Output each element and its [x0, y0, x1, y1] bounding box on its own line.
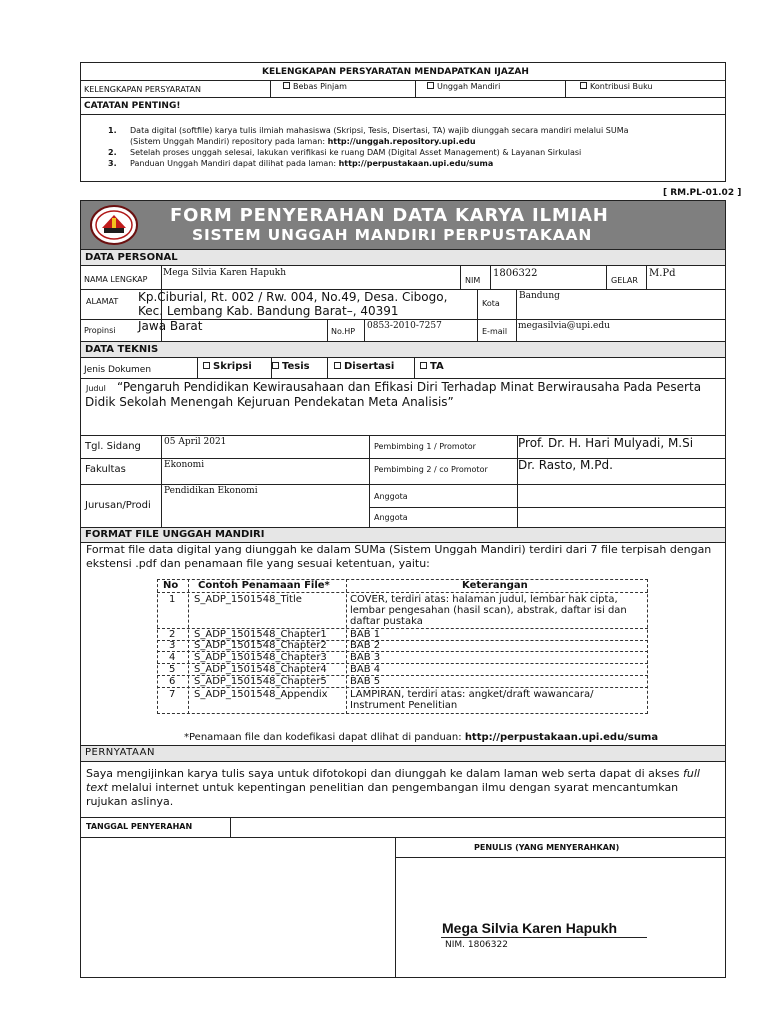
table-header-no: No — [163, 580, 179, 591]
address-label: ALAMAT — [86, 297, 119, 306]
table-row-1-file: S_ADP_1501548_Title — [194, 594, 302, 605]
table-row-7-file: S_ADP_1501548_Appendix — [194, 689, 328, 700]
gelar-value[interactable]: M.Pd — [649, 268, 676, 279]
note-2-line1: Setelah proses unggah selesai, lakukan verifikasi ke ruang DAM (Digital Asset Management) & Layanan Sirkulasi — [130, 148, 582, 157]
note-3-line1: Panduan Unggah Mandiri dapat dilihat pada laman: http://perpustakaan.upi.edu/suma — [130, 159, 494, 168]
name-label: NAMA LENGKAP — [84, 275, 148, 284]
table-row-2-no: 2 — [169, 629, 176, 640]
email-label: E-mail — [482, 327, 508, 336]
pembimbing2-label: Pembimbing 2 / co Promotor — [374, 465, 488, 474]
gelar-label: GELAR — [611, 276, 638, 285]
table-row-3-no: 3 — [169, 640, 176, 651]
writer-label: PENULIS (YANG MENYERAHKAN) — [474, 843, 620, 852]
note-1-line1: Data digital (softfile) karya tulis ilmiah mahasiswa (Skripsi, Tesis, Disertasi, TA) wajib diunggah secara mandiri melalui SUMa — [130, 126, 629, 135]
section-statement-title: PERNYATAAN — [85, 747, 155, 758]
propinsi-value[interactable]: Jawa Barat — [138, 319, 203, 333]
type-disertasi[interactable]: Disertasi — [334, 361, 394, 373]
jurusan-label: Jurusan/Prodi — [85, 500, 151, 511]
section-technical-title: DATA TEKNIS — [85, 344, 159, 355]
checkbox-icon — [272, 362, 279, 369]
note-1-number: 1. — [108, 126, 117, 135]
kota-label: Kota — [482, 299, 500, 308]
link-panduan[interactable]: http://perpustakaan.upi.edu/suma — [464, 732, 659, 743]
table-row-2-file: S_ADP_1501548_Chapter1 — [194, 629, 327, 640]
name-value[interactable]: Mega Silvia Karen Hapukh — [163, 268, 287, 278]
table-row-6-desc: BAB 5 — [350, 676, 381, 687]
note-1-line2: (Sistem Unggah Mandiri) repository pada laman: http://unggah.repository.upi.edu — [130, 137, 476, 146]
nim-label: NIM — [465, 276, 481, 285]
table-row-4-file: S_ADP_1501548_Chapter3 — [194, 652, 327, 663]
form-title-line1: FORM PENYERAHAN DATA KARYA ILMIAH — [170, 205, 609, 226]
note-3-number: 3. — [108, 159, 117, 168]
table-row-7-desc-1: LAMPIRAN, terdiri atas: angket/draft wawancara/ — [350, 689, 594, 700]
table-row-1-desc-1: COVER, terdiri atas: halaman judul, lembar hak cipta, — [350, 594, 618, 605]
kota-value[interactable]: Bandung — [519, 291, 560, 301]
fakultas-label: Fakultas — [85, 464, 126, 475]
statement-line2: text melalui internet untuk kepentingan penelitian dan pengembangan ilmu dengan syarat mencantumkan — [86, 781, 679, 794]
address-line2[interactable]: Kec. Lembang Kab. Bandung Barat–, 40391 — [138, 304, 399, 318]
hp-value[interactable]: 0853-2010-7257 — [367, 321, 442, 331]
option-kontribusi-buku[interactable]: Kontribusi Buku — [580, 82, 653, 91]
checkbox-icon — [334, 362, 341, 369]
table-row-2-desc: BAB 1 — [350, 629, 381, 640]
requirements-row-label: KELENGKAPAN PERSYARATAN — [84, 85, 201, 94]
title-label: Judul — [86, 384, 106, 393]
type-skripsi[interactable]: Skripsi — [203, 361, 252, 373]
handover-date-label: TANGGAL PENYERAHAN — [86, 822, 193, 831]
university-logo — [88, 204, 140, 246]
format-note: *Penamaan file dan kodefikasi dapat dlihat di panduan: http://perpustakaan.upi.edu/suma — [184, 732, 659, 743]
notes-title: CATATAN PENTING! — [84, 101, 181, 111]
statement-line1: Saya mengijinkan karya tulis saya untuk difotokopi dan diunggah ke dalam laman web serta dapat di akses full — [86, 767, 700, 780]
email-value[interactable]: megasilvia@upi.edu — [518, 321, 610, 331]
jurusan-value[interactable]: Pendidikan Ekonomi — [164, 486, 258, 496]
writer-name: Mega Silvia Karen Hapukh — [442, 920, 618, 936]
title-line1[interactable]: “Pengaruh Pendidikan Kewirausahaan dan Efikasi Diri Terhadap Minat Berwirausaha Pada Peserta — [117, 380, 702, 394]
table-row-5-no: 5 — [169, 664, 176, 675]
signature-line — [441, 937, 647, 938]
writer-nim: NIM. 1806322 — [445, 940, 508, 950]
table-row-7-desc-2: Instrument Penelitian — [350, 700, 458, 711]
section-format-title: FORMAT FILE UNGGAH MANDIRI — [85, 529, 265, 540]
checkbox-icon — [420, 362, 427, 369]
sidang-value[interactable]: 05 April 2021 — [164, 437, 227, 447]
sidang-label: Tgl. Sidang — [85, 441, 141, 452]
requirements-title: KELENGKAPAN PERSYARATAN MENDAPATKAN IJAZAH — [262, 67, 529, 77]
table-row-3-file: S_ADP_1501548_Chapter2 — [194, 640, 327, 651]
form-title-line2: SISTEM UNGGAH MANDIRI PERPUSTAKAAN — [192, 226, 593, 244]
table-header-file: Contoh Penamaan File* — [198, 580, 330, 591]
type-ta[interactable]: TA — [420, 361, 444, 373]
table-row-5-desc: BAB 4 — [350, 664, 381, 675]
table-header-desc: Keterangan — [462, 580, 528, 591]
link-panduan-suma[interactable]: http://perpustakaan.upi.edu/suma — [338, 159, 494, 168]
table-row-4-no: 4 — [169, 652, 176, 663]
propinsi-label: Propinsi — [84, 326, 116, 335]
fakultas-value[interactable]: Ekonomi — [164, 460, 205, 470]
format-intro-line2: ekstensi .pdf dan penamaan file yang sesuai ketentuan, yaitu: — [86, 557, 430, 570]
table-row-1-desc-3: daftar pustaka — [350, 616, 423, 627]
section-technical — [81, 341, 725, 358]
format-intro-line1: Format file data digital yang diunggah ke dalam SUMa (Sistem Unggah Mandiri) terdiri dari 7 file terpisah dengan — [86, 543, 712, 556]
link-unggah-repository[interactable]: http://unggah.repository.upi.edu — [327, 137, 476, 146]
table-row-7-no: 7 — [169, 689, 176, 700]
pembimbing1-label: Pembimbing 1 / Promotor — [374, 442, 476, 451]
checkbox-icon — [427, 82, 434, 89]
table-row-5-file: S_ADP_1501548_Chapter4 — [194, 664, 327, 675]
statement-line3: rujukan aslinya. — [86, 795, 174, 808]
type-tesis[interactable]: Tesis — [272, 361, 310, 373]
title-line2[interactable]: Didik Sekolah Menengah Kejuruan Pendekatan Meta Analisis” — [85, 395, 454, 409]
table-row-1-no: 1 — [169, 594, 176, 605]
table-row-3-desc: BAB 2 — [350, 640, 381, 651]
checkbox-icon — [203, 362, 210, 369]
note-2-number: 2. — [108, 148, 117, 157]
table-row-6-no: 6 — [169, 676, 176, 687]
nim-value[interactable]: 1806322 — [493, 268, 538, 279]
option-bebas-pinjam[interactable]: Bebas Pinjam — [283, 82, 347, 91]
document-type-label: Jenis Dokumen — [84, 365, 152, 375]
address-line1[interactable]: Kp.Ciburial, Rt. 002 / Rw. 004, No.49, Desa. Cibogo, — [138, 290, 448, 304]
pembimbing1-value[interactable]: Prof. Dr. H. Hari Mulyadi, M.Si — [518, 436, 694, 450]
pembimbing2-value[interactable]: Dr. Rasto, M.Pd. — [518, 458, 613, 472]
section-statement — [81, 745, 725, 762]
hp-label: No.HP — [331, 327, 356, 336]
table-row-4-desc: BAB 3 — [350, 652, 381, 663]
option-unggah-mandiri[interactable]: Unggah Mandiri — [427, 82, 500, 91]
anggota2-label: Anggota — [374, 513, 408, 522]
anggota1-label: Anggota — [374, 492, 408, 501]
section-personal-title: DATA PERSONAL — [85, 252, 178, 263]
table-row-6-file: S_ADP_1501548_Chapter5 — [194, 676, 327, 687]
checkbox-icon — [580, 82, 587, 89]
document-code: [ RM.PL-01.02 ] — [663, 188, 742, 198]
table-row-1-desc-2: lembar pengesahan (hasil scan), abstrak, daftar isi dan — [350, 605, 627, 616]
checkbox-icon — [283, 82, 290, 89]
